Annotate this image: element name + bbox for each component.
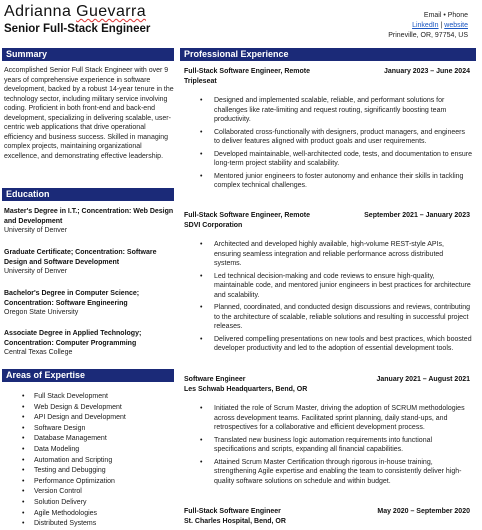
- last-name: Guevarra: [76, 3, 147, 20]
- degree: Graduate Certificate; Concentration: Software Design and Software Development: [4, 249, 157, 266]
- education-entry: [4, 248, 175, 277]
- job-bullets: [200, 240, 472, 354]
- contact-location: Prineville, OR, 97754, US: [388, 32, 468, 39]
- summary-heading: Summary: [2, 48, 174, 61]
- contact-links: [388, 21, 468, 31]
- experience-heading: Professional Experience: [180, 48, 476, 61]
- list-item: • Solution Delivery: [22, 498, 172, 509]
- job-header: [184, 507, 470, 526]
- first-name: Adrianna: [4, 3, 72, 20]
- list-item: • Attained Scrum Master Certification through rigorous in-house training, strengthening Agile expertise and enabling the team to consistently deliver high-quality software solutions on schedule and within budget.: [200, 458, 472, 487]
- list-item: • Translated new business logic automation requirements into functional specifications and scripts, expanding all financial capabilities.: [200, 436, 472, 455]
- list-item: • Delivered compelling presentations on new tools and best practices, which boosted developer productivity and led to the adoption of essential development tools.: [200, 335, 472, 354]
- list-item: • Automation and Scripting: [22, 456, 172, 467]
- list-item: • Designed and implemented scalable, reliable, and performant solutions for challenges like rate-limiting and request routing, significantly boosting team productivity.: [200, 96, 472, 125]
- job-title: Full-Stack Software Engineer: [184, 508, 281, 515]
- job-company: Les Schwab Headquarters, Bend, OR: [184, 385, 308, 393]
- job-title: Software Engineer: [184, 376, 246, 383]
- list-item: • Agile Methodologies: [22, 509, 172, 520]
- candidate-name: [4, 3, 146, 21]
- list-item: • Web Design & Development: [22, 403, 172, 414]
- list-item: • Version Control: [22, 487, 172, 498]
- job-company: SDVI Corporation: [184, 221, 243, 229]
- resume-header: [4, 3, 478, 43]
- list-item: • Database Management: [22, 434, 172, 445]
- school: Central Texas College: [4, 349, 73, 356]
- job-dates: September 2021 – January 2023: [364, 212, 470, 219]
- list-item: • Collaborated cross-functionally with designers, product managers, and engineers to deliver features aligned with product goals and user requirements.: [200, 128, 472, 147]
- job-dates: May 2020 – September 2020: [377, 508, 470, 515]
- education-entry: [4, 289, 175, 318]
- education-entry: [4, 207, 175, 236]
- job-header: [184, 211, 470, 230]
- contact-block: [388, 11, 468, 41]
- degree: Master's Degree in I.T.; Concentration: Web Design and Development: [4, 208, 174, 225]
- degree: Associate Degree in Applied Technology; Concentration: Computer Programming: [4, 330, 142, 347]
- job-dates: January 2023 – June 2024: [383, 68, 470, 75]
- list-item: • Performance Optimization: [22, 477, 172, 488]
- list-item: • Data Modeling: [22, 445, 172, 456]
- job-company: St. Charles Hospital, Bend, OR: [184, 517, 286, 525]
- school: Oregon State University: [4, 309, 79, 316]
- list-item: • Testing and Debugging: [22, 466, 172, 477]
- education-entry: [4, 329, 175, 358]
- list-item: • Developed maintainable, well-architected code, tests, and documentation to ensure long-term project stability and scalability.: [200, 150, 472, 169]
- list-item: • Software Design: [22, 424, 172, 435]
- job-bullets: [200, 404, 472, 486]
- degree: Bachelor's Degree in Computer Science; Concentration: Software Engineering: [4, 290, 140, 307]
- list-item: • Distributed Systems: [22, 519, 172, 530]
- linkedin-link[interactable]: LinkedIn: [412, 22, 439, 29]
- contact-email-phone: Email • Phone: [423, 12, 468, 19]
- link-separator: |: [438, 22, 445, 29]
- list-item: • Led technical decision-making and code reviews to ensure high-quality, maintainable code, and mentored junior engineers in best practices for architecture and scalability.: [200, 272, 472, 301]
- list-item: • Mentored junior engineers to foster autonomy and enhance their skills in tackling complex technical challenges.: [200, 172, 472, 191]
- job-title: Full-Stack Software Engineer, Remote: [184, 68, 311, 75]
- list-item: • Full Stack Development: [22, 392, 172, 403]
- candidate-title: Senior Full-Stack Engineer: [4, 23, 151, 35]
- list-item: • API Design and Development: [22, 413, 172, 424]
- school: University of Denver: [4, 227, 68, 234]
- school: University of Denver: [4, 268, 68, 275]
- job-bullets: [200, 96, 472, 191]
- website-link[interactable]: website: [444, 22, 468, 29]
- job-company: Tripleseat: [184, 77, 217, 85]
- job-dates: January 2021 – August 2021: [376, 376, 470, 383]
- job-header: [184, 67, 470, 86]
- job-title: Full-Stack Software Engineer, Remote: [184, 212, 311, 219]
- education-heading: Education: [2, 188, 174, 201]
- summary-text: Accomplished Senior Full Stack Engineer with over 9 years of comprehensive experience in software development, backed by a robust 14-year tenure in the technology sector, including military service involving coding. Proficient in both front-end and back-end development, specializing in delivering scalable, user-centric web applications that drive operational efficiency and business success. Skilled in managing complex projects, maintaining organizational excellence, and demonstrating effective leadership.: [4, 67, 174, 160]
- expertise-heading: Areas of Expertise: [2, 369, 174, 382]
- list-item: • Planned, coordinated, and conducted design discussions and reviews, contributing to the architecture of scalable, reliable solutions and resulting in successful project releases.: [200, 303, 472, 332]
- job-header: [184, 375, 470, 394]
- list-item: • Initiated the role of Scrum Master, driving the adoption of SCRUM methodologies across development teams. Facilitated sprint planning, daily stand-ups, and retrospectives for a collaborative and efficient development process.: [200, 404, 472, 433]
- list-item: • Architected and developed highly available, high-volume REST-style APIs, ensuring seamless integration and reliable performance across distributed systems.: [200, 240, 472, 269]
- expertise-list: [22, 392, 172, 530]
